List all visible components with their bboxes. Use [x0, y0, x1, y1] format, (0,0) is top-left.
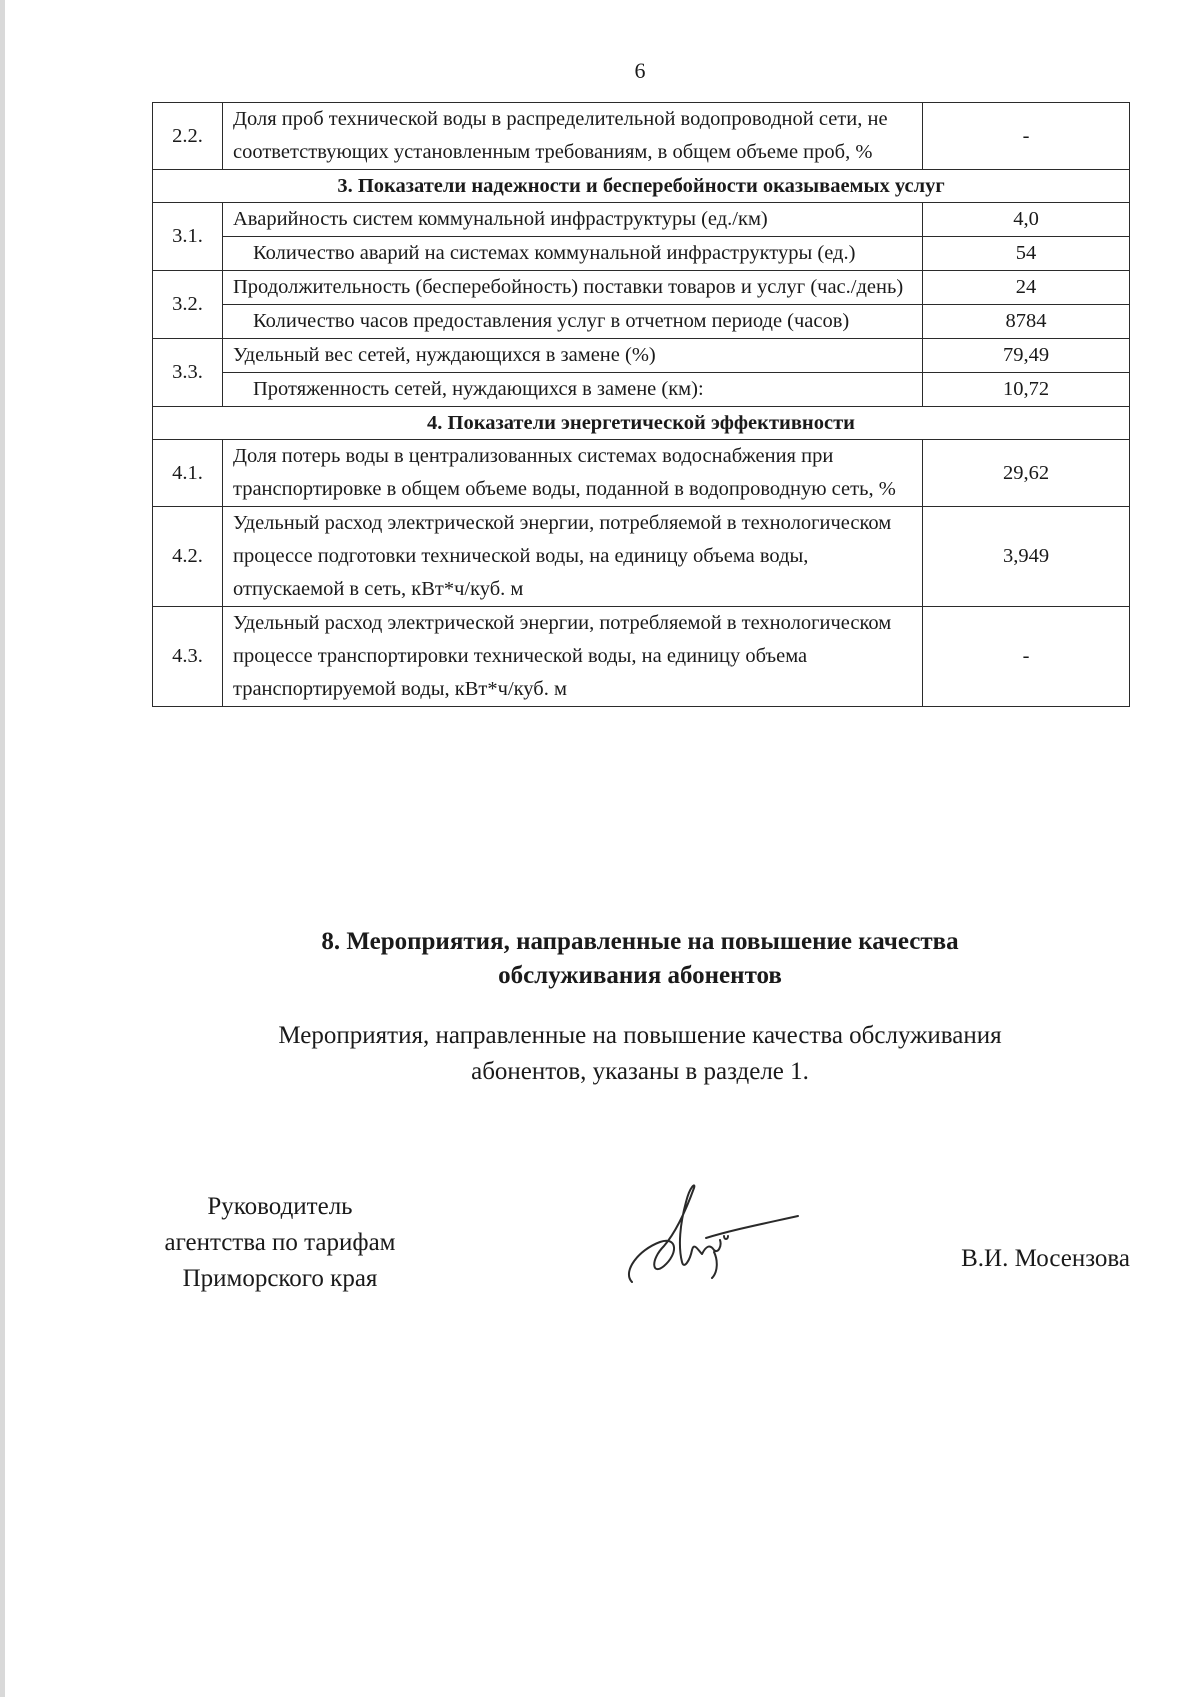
section-row — [153, 407, 1130, 440]
section-8-text — [150, 1018, 1130, 1090]
row-description: Количество аварий на системах коммунальной инфраструктуры (ед.) — [223, 237, 923, 271]
section-8-text-line: абонентов, указаны в разделе 1. — [471, 1058, 809, 1085]
row-description: Аварийность систем коммунальной инфраструктуры (ед./км) — [223, 203, 923, 237]
table-row — [153, 373, 1130, 407]
signatory-title — [130, 1189, 430, 1297]
indicators-table — [152, 102, 1130, 707]
row-number: 3.1. — [153, 203, 223, 271]
row-number: 4.2. — [153, 507, 223, 607]
row-value: 4,0 — [923, 203, 1130, 237]
table-row — [153, 203, 1130, 237]
row-description: Количество часов предоставления услуг в отчетном периоде (часов) — [223, 305, 923, 339]
row-description: Протяженность сетей, нуждающихся в замене (км): — [223, 373, 923, 407]
section-8-heading — [150, 925, 1130, 993]
signatory-name: В.И. Мосензова — [961, 1245, 1130, 1272]
scan-edge — [0, 0, 5, 1697]
row-value: 3,949 — [923, 507, 1130, 607]
row-description: Удельный расход электрической энергии, потребляемой в технологическом процессе транспортировки технической воды, на единицу объема транспортируемой воды, кВт*ч/куб. м — [223, 607, 923, 707]
table-row — [153, 339, 1130, 373]
row-value: - — [923, 103, 1130, 170]
row-description: Доля проб технической воды в распределительной водопроводной сети, не соответствующих установленным требованиям, в общем объеме проб, % — [223, 103, 923, 170]
row-value: 29,62 — [923, 440, 1130, 507]
row-value: 8784 — [923, 305, 1130, 339]
section-row — [153, 170, 1130, 203]
row-value: 24 — [923, 271, 1130, 305]
table-row — [153, 237, 1130, 271]
section-8-text-line: Мероприятия, направленные на повышение качества обслуживания — [278, 1022, 1002, 1049]
row-number: 4.1. — [153, 440, 223, 507]
section-heading: 3. Показатели надежности и бесперебойности оказываемых услуг — [153, 170, 1130, 203]
row-value: 54 — [923, 237, 1130, 271]
table-row — [153, 103, 1130, 170]
row-description: Доля потерь воды в централизованных системах водоснабжения при транспортировке в общем объеме воды, поданной в водопроводную сеть, % — [223, 440, 923, 507]
section-heading: 4. Показатели энергетической эффективности — [153, 407, 1130, 440]
signatory-title-line: Приморского края — [182, 1265, 378, 1292]
table-row — [153, 440, 1130, 507]
row-number: 4.3. — [153, 607, 223, 707]
page-number: 6 — [634, 58, 646, 83]
handwritten-signature — [620, 1180, 800, 1290]
row-value: - — [923, 607, 1130, 707]
row-value: 79,49 — [923, 339, 1130, 373]
signatory-title-line: Руководитель — [207, 1193, 353, 1220]
table-row — [153, 507, 1130, 607]
row-number: 2.2. — [153, 103, 223, 170]
row-value: 10,72 — [923, 373, 1130, 407]
table-row — [153, 607, 1130, 707]
row-description: Продолжительность (бесперебойность) поставки товаров и услуг (час./день) — [223, 271, 923, 305]
row-description: Удельный вес сетей, нуждающихся в замене (%) — [223, 339, 923, 373]
row-number: 3.3. — [153, 339, 223, 407]
table-row — [153, 305, 1130, 339]
row-description: Удельный расход электрической энергии, потребляемой в технологическом процессе подготовки технической воды, на единицу объема воды, отпускаемой в сеть, кВт*ч/куб. м — [223, 507, 923, 607]
row-number: 3.2. — [153, 271, 223, 339]
section-8-heading-line: 8. Мероприятия, направленные на повышение качества — [321, 928, 959, 955]
table-row — [153, 271, 1130, 305]
section-8-heading-line: обслуживания абонентов — [498, 962, 782, 989]
signatory-title-line: агентства по тарифам — [164, 1229, 396, 1256]
